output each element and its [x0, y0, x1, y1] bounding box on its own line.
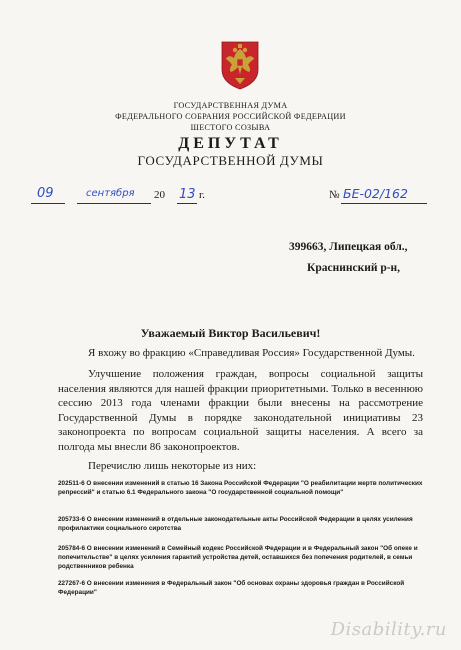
letterhead-title: ДЕПУТАТ	[178, 135, 283, 152]
bill-item: 205733-6 О внесении изменений в отдельные законодательные акты Российской Федерации в целях усиления профилактики социального сиротства	[58, 516, 413, 532]
org-name-line2: ФЕДЕРАЛЬНОГО СОБРАНИЯ РОССИЙСКОЙ ФЕДЕРАЦИИ	[115, 112, 346, 121]
org-name-line3: ШЕСТОГО СОЗЫВА	[190, 123, 271, 132]
date-month: сентября	[86, 188, 135, 199]
date-year-underline	[177, 203, 197, 204]
date-number-line	[31, 184, 431, 212]
document-number-sign: №	[329, 189, 340, 201]
russian-coat-of-arms-emblem	[219, 40, 261, 90]
bill-item: 202511-6 О внесении изменений в статью 16 Закона Российской Федерации "О реабилитации жертв политических репрессий" и статью 6.1 Федерального закона "О государственной социальной помощи"	[58, 480, 423, 496]
date-year-unit: г.	[199, 189, 206, 201]
bill-item: 227267-6 О внесении изменения в Федеральный закон "Об основах охраны здоровья граждан в Российской Федерации"	[58, 580, 405, 596]
bill-item: 205784-6 О внесении изменений в Семейный кодекс Российской Федерации и в Федеральный закон "Об опеке и попечительстве" в целях усиления гарантий устройства детей, оставшихся без попечения родителей, в семьи родственников ребенка	[58, 545, 418, 570]
date-day: 09	[37, 186, 54, 201]
document-number-underline	[341, 203, 427, 204]
recipient-address-line2: Краснинский р-н,	[307, 262, 401, 274]
letter-paragraph-3: Перечислю лишь некоторые из них:	[88, 460, 257, 472]
document-number: БЕ-02/162	[343, 186, 408, 201]
letter-paragraph-1: Я вхожу во фракцию «Справедливая Россия» Государственной Думы.	[88, 347, 415, 359]
date-year-prefix: 20	[154, 189, 165, 201]
date-month-underline	[77, 203, 151, 204]
letter-greeting: Уважаемый Виктор Васильевич!	[140, 326, 321, 340]
letterhead-subtitle: ГОСУДАРСТВЕННОЙ ДУМЫ	[137, 153, 324, 168]
date-year-suffix: 13	[179, 187, 196, 202]
date-day-underline	[31, 203, 65, 204]
letter-paragraph-2: Улучшение положения граждан, вопросы социальной защиты населения являются для нашей фракции приоритетными. Только в весеннюю сессию 2013 года членами фракции были внесены на рассмотрение Государственной Думы в порядке законодательной инициативы 23 законопроекта по вопросам социальной защиты населения. А всего за полгода мы внесли 86 законопроектов.	[58, 368, 423, 453]
site-watermark: Disability.ru	[330, 619, 447, 640]
recipient-address-line1: 399663, Липецкая обл.,	[289, 241, 408, 253]
org-name-line1: ГОСУДАРСТВЕННАЯ ДУМА	[173, 101, 288, 110]
